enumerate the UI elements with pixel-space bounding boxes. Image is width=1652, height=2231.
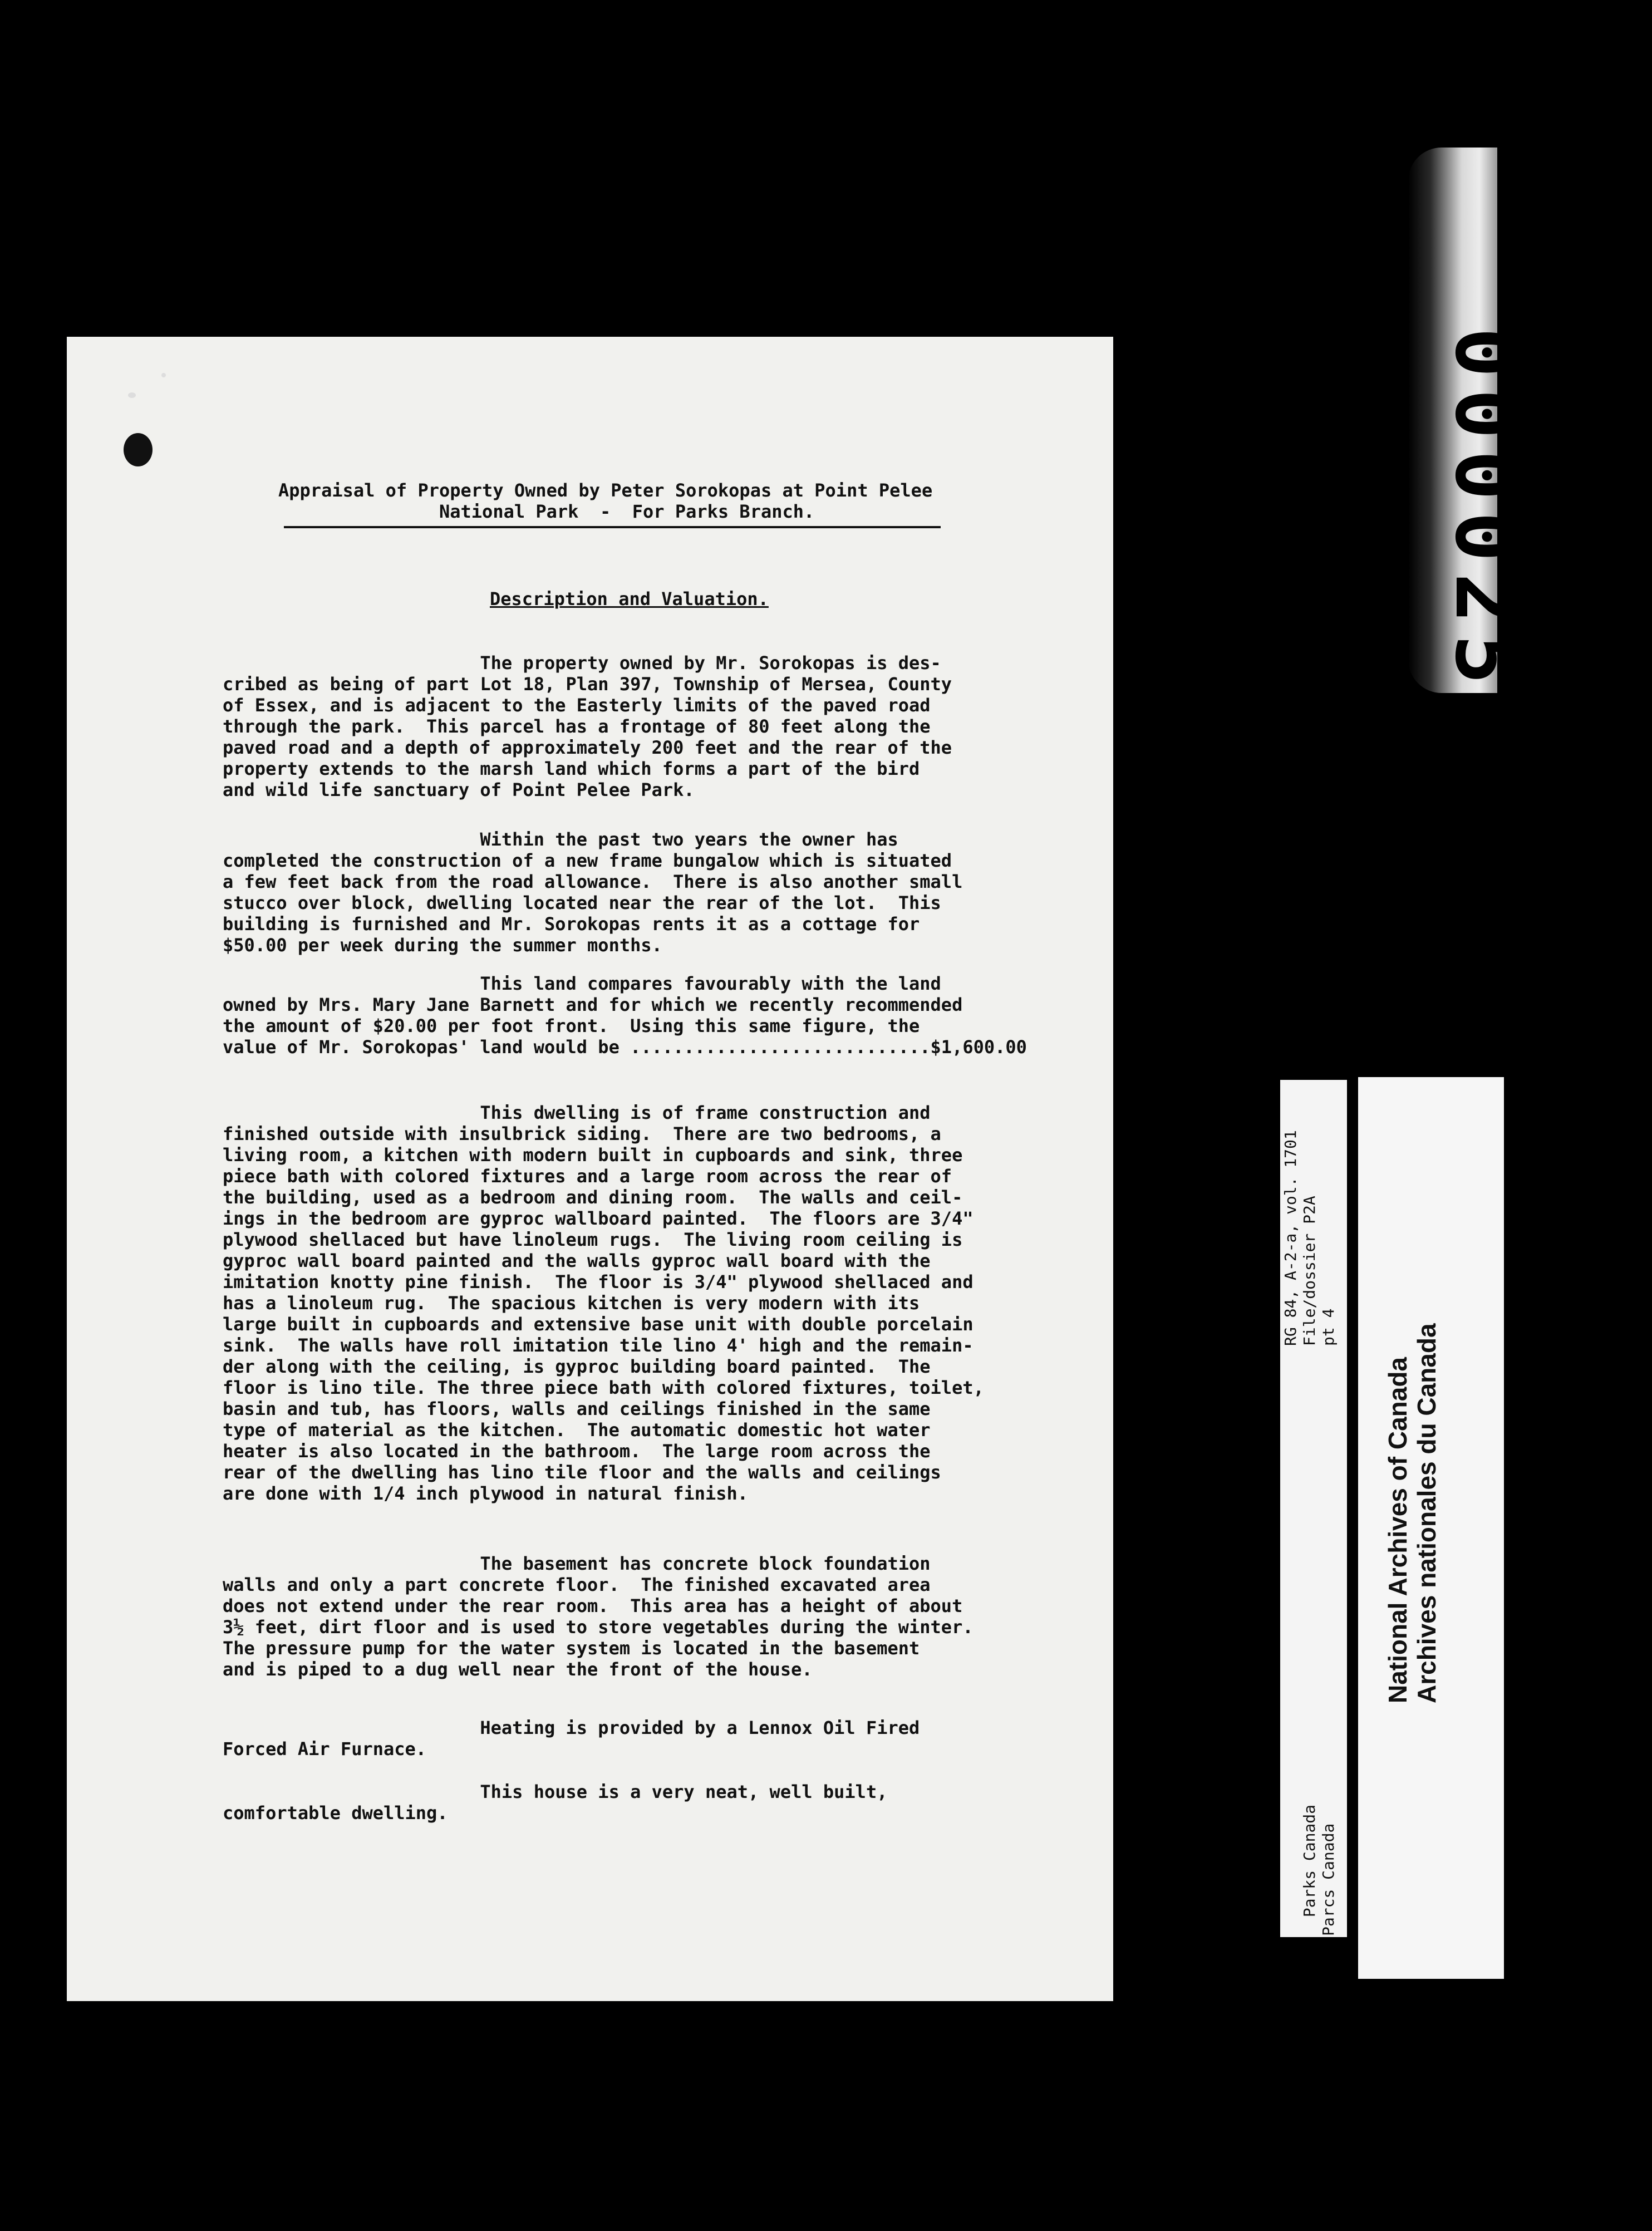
paragraph-dwelling: This dwelling is of frame construction and finished outside with insulbrick siding. There are two bedrooms, a living room, a kitchen with modern built in cupboards and sink, three piece bath with colored fixtures and a large room across the rear of the building, used as a bedroom and dining room. The walls and ceil- ings in the bedroom are gyproc wallboard painted. The floors are 3/4" plywood shellaced but have linoleum rugs. The living room ceiling is gyproc wall board painted and the walls gyproc wall board with the imitation knotty pine finish. The floor is 3/4" plywood shellaced and has a linoleum rug. The spacious kitchen is very modern with its large built in cupboards and extensive base unit with double porcelain sink. The walls have roll imitation tile lino 4' high and the remain- der along with the ceiling, is gyproc building board painted. The floor is lino tile. The three piece bath with colored fixtures, toilet, basin and tub, has floors, walls and ceilings finished in the same type of material as the kitchen. The automatic domestic hot water heater is also located in the bathroom. The large room across the rear of the dwelling has lino tile floor and the walls and ceilings are done with 1/4 inch plywood in natural finish.: [223, 1102, 984, 1504]
reference-label-text: [1281, 1079, 1346, 1936]
section-heading: Description and Valuation.: [490, 588, 769, 610]
paragraph-basement: The basement has concrete block foundation walls and only a part concrete floor. The finished excavated area does not extend under the rear room. This area has a height of about 3½ feet, dirt floor and is used to store vegetables during the winter. The pressure pump for the water system is located in the basement and is piped to a dug well near the front of the house.: [223, 1553, 974, 1680]
title-underline: [284, 526, 941, 528]
paragraph-land-value: This land compares favourably with the land owned by Mrs. Mary Jane Barnett and for which we recently recommended the amount of $20.00 per foot front. Using this same figure, the value of Mr. Sorokopas' land would be ............................$1,600.00: [223, 973, 1027, 1058]
paper-speck: [161, 373, 166, 377]
paper-speck: [128, 392, 136, 398]
paragraph-heating: Heating is provided by a Lennox Oil Fired Forced Air Furnace.: [223, 1717, 920, 1760]
document-title: Appraisal of Property Owned by Peter Sorokopas at Point Pelee National Park - For Parks Branch.: [278, 480, 933, 522]
punch-hole: [124, 433, 153, 466]
paragraph-property-description: The property owned by Mr. Sorokopas is des- cribed as being of part Lot 18, Plan 397, Township of Mersea, County of Essex, and is adjacent to the Easterly limits of the paved road through the park. This parcel has a frontage of 80 feet along the paved road and a depth of approximately 200 feet and the rear of the property extends to the marsh land which forms a part of the bird and wild life sanctuary of Point Pelee Park.: [223, 652, 952, 800]
archive-name: National Archives of Canada Archives nationales du Canada: [1383, 1323, 1441, 1703]
paragraph-construction: Within the past two years the owner has completed the construction of a new frame bungalow which is situated a few feet back from the road allowance. There is also another small stucco over block, dwelling located near the rear of the lot. This building is furnished and Mr. Sorokopas rents it as a cottage for $50.00 per week during the summer months.: [223, 829, 963, 956]
record-reference: RG 84, A-2-a, vol. 1701 File/dossier P2A pt 4: [1281, 1130, 1338, 1346]
film-frame-number: 000025: [1437, 327, 1533, 696]
agency-name: Parks Canada Parcs Canada: [1300, 1804, 1338, 1936]
paragraph-conclusion: This house is a very neat, well built, comfortable dwelling.: [223, 1781, 888, 1824]
